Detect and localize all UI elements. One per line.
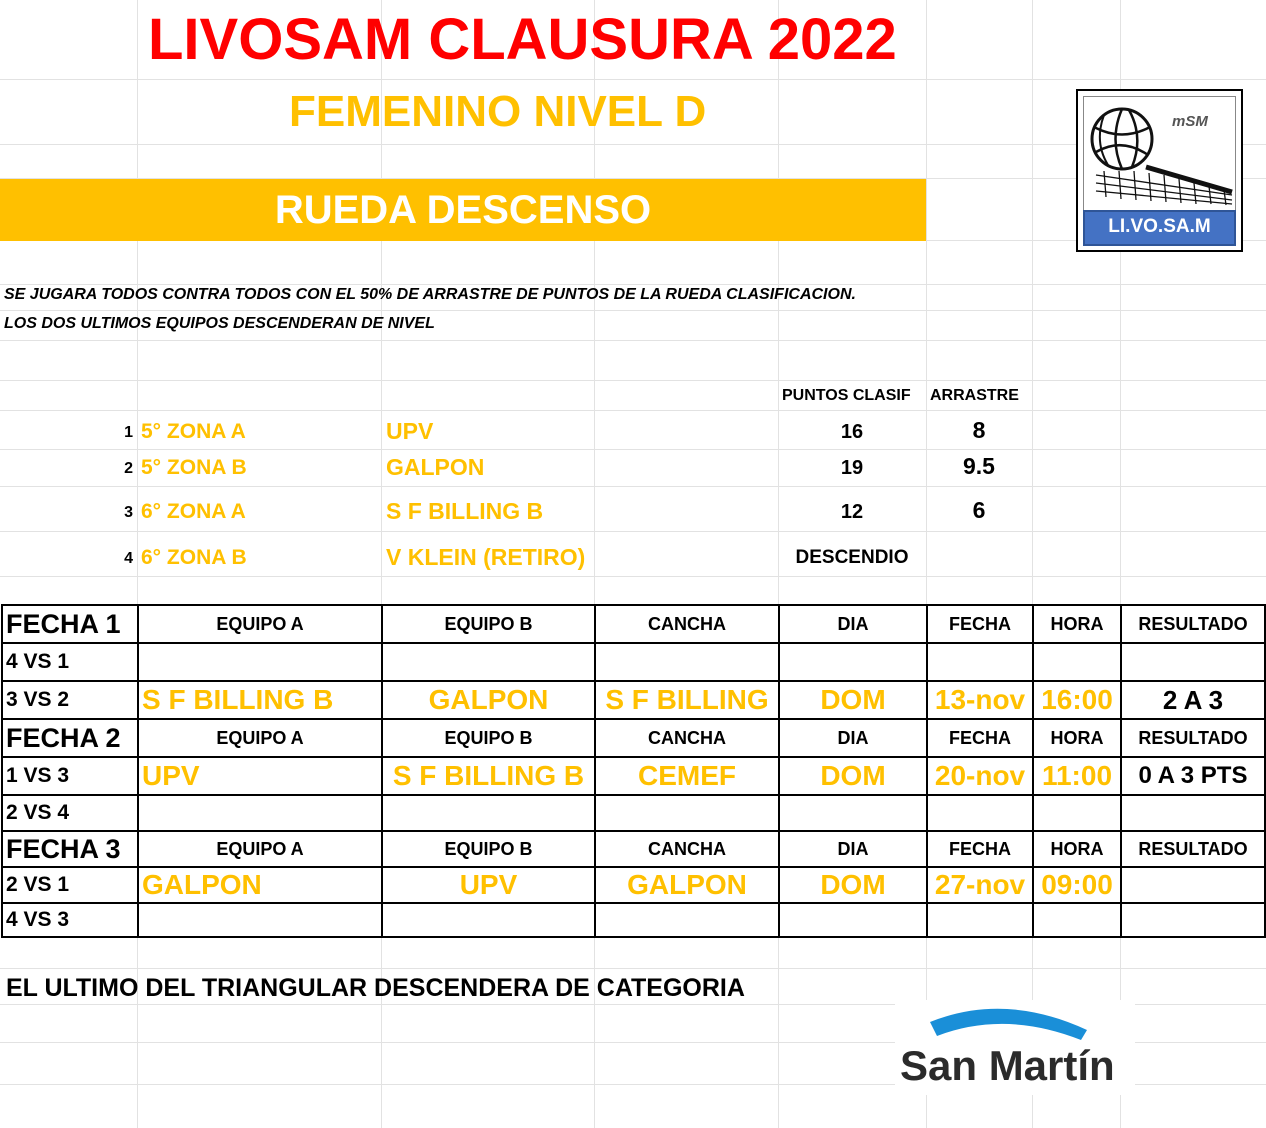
match-time [1033,795,1121,831]
day-header: DIA [779,831,927,867]
match-court: S F BILLING [595,681,779,719]
match-court [595,643,779,681]
standing-carry: 8 [972,417,986,443]
match-day: DOM [779,867,927,903]
standing-points: 12 [840,501,864,523]
match-team-a: GALPON [138,867,382,903]
match-time: 16:00 [1033,681,1121,719]
standing-points: 19 [840,457,864,479]
standing-carry: 9.5 [963,453,995,479]
match-team-b: S F BILLING B [382,757,595,795]
match-pair: 3 VS 2 [2,681,138,719]
match-date: 20-nov [927,757,1033,795]
sponsor-name: San Martín [900,1042,1115,1089]
match-team-b [382,903,595,937]
match-date [927,795,1033,831]
date-header: FECHA [927,719,1033,757]
date-header: FECHA [927,605,1033,643]
standing-points: 16 [840,421,864,443]
standing-team: UPV [386,418,434,444]
match-result [1121,867,1265,903]
match-day: DOM [779,757,927,795]
match-row [2,795,1265,831]
match-pair: 1 VS 3 [2,757,138,795]
match-team-b: UPV [382,867,595,903]
match-date: 13-nov [927,681,1033,719]
note-line-1: SE JUGARA TODOS CONTRA TODOS CON EL 50% DE ARRASTRE DE PUNTOS DE LA RUEDA CLASIFICACION. [4,286,856,303]
fixture-header-row [2,719,1265,757]
footer-note: EL ULTIMO DEL TRIANGULAR DESCENDERA DE CATEGORIA [6,974,745,1002]
standing-num: 1 [124,424,133,441]
match-day [779,795,927,831]
match-result: 2 A 3 [1121,681,1265,719]
match-day [779,643,927,681]
match-team-a: UPV [138,757,382,795]
standing-num: 4 [124,550,133,567]
date-header: FECHA [927,831,1033,867]
result-header: RESULTADO [1121,605,1265,643]
round-label: FECHA 1 [2,605,138,643]
match-time: 11:00 [1033,757,1121,795]
match-row [2,643,1265,681]
team-a-header: EQUIPO A [138,831,382,867]
standing-team: V KLEIN (RETIRO) [386,544,586,570]
standing-team: S F BILLING B [386,498,544,524]
match-court: GALPON [595,867,779,903]
fixture-header-row [2,831,1265,867]
time-header: HORA [1033,719,1121,757]
standing-num: 2 [124,460,133,477]
time-header: HORA [1033,605,1121,643]
standing-zone: 5° ZONA B [141,456,247,479]
match-pair: 4 VS 1 [2,643,138,681]
standing-points: DESCENDIO [795,547,909,568]
match-result [1121,903,1265,937]
match-team-a: S F BILLING B [138,681,382,719]
logo-label: LI.VO.SA.M [1083,210,1236,246]
match-pair: 2 VS 4 [2,795,138,831]
match-court [595,795,779,831]
standing-carry: 6 [972,497,986,523]
standing-zone: 6° ZONA A [141,500,246,523]
match-date: 27-nov [927,867,1033,903]
time-header: HORA [1033,831,1121,867]
team-a-header: EQUIPO A [138,719,382,757]
round-label: FECHA 2 [2,719,138,757]
match-team-b: GALPON [382,681,595,719]
match-time [1033,643,1121,681]
match-pair: 2 VS 1 [2,867,138,903]
match-row [2,757,1265,795]
match-row [2,867,1265,903]
match-result: 0 A 3 PTS [1121,757,1265,795]
fixtures-table [1,604,1266,938]
team-b-header: EQUIPO B [382,719,595,757]
match-row [2,903,1265,937]
fixture-header-row [2,605,1265,643]
match-team-b [382,795,595,831]
round-label: FECHA 3 [2,831,138,867]
standing-num: 3 [124,504,133,521]
logo-top-text: mSM [1172,113,1208,130]
match-time: 09:00 [1033,867,1121,903]
standing-team: GALPON [386,454,485,480]
team-b-header: EQUIPO B [382,831,595,867]
match-court [595,903,779,937]
result-header: RESULTADO [1121,719,1265,757]
match-team-a [138,795,382,831]
standing-zone: 6° ZONA B [141,546,247,569]
match-day: DOM [779,681,927,719]
day-header: DIA [779,605,927,643]
match-court: CEMEF [595,757,779,795]
match-date [927,643,1033,681]
match-team-a [138,643,382,681]
court-header: CANCHA [595,605,779,643]
standing-zone: 5° ZONA A [141,420,246,443]
livosam-logo [1076,89,1243,252]
team-b-header: EQUIPO B [382,605,595,643]
match-time [1033,903,1121,937]
result-header: RESULTADO [1121,831,1265,867]
match-date [927,903,1033,937]
court-header: CANCHA [595,719,779,757]
team-a-header: EQUIPO A [138,605,382,643]
page-title: LIVOSAM CLAUSURA 2022 [148,7,897,72]
match-team-b [382,643,595,681]
match-row [2,681,1265,719]
page-subtitle: FEMENINO NIVEL D [289,87,707,136]
section-banner: RUEDA DESCENSO [0,179,926,241]
note-line-2: LOS DOS ULTIMOS EQUIPOS DESCENDERAN DE NIVEL [4,315,435,332]
match-team-a [138,903,382,937]
match-day [779,903,927,937]
match-result [1121,643,1265,681]
points-header: PUNTOS CLASIF [782,387,911,404]
match-pair: 4 VS 3 [2,903,138,937]
day-header: DIA [779,719,927,757]
volleyball-net-icon [1084,97,1239,207]
match-result [1121,795,1265,831]
carry-header: ARRASTRE [930,387,1019,404]
court-header: CANCHA [595,831,779,867]
